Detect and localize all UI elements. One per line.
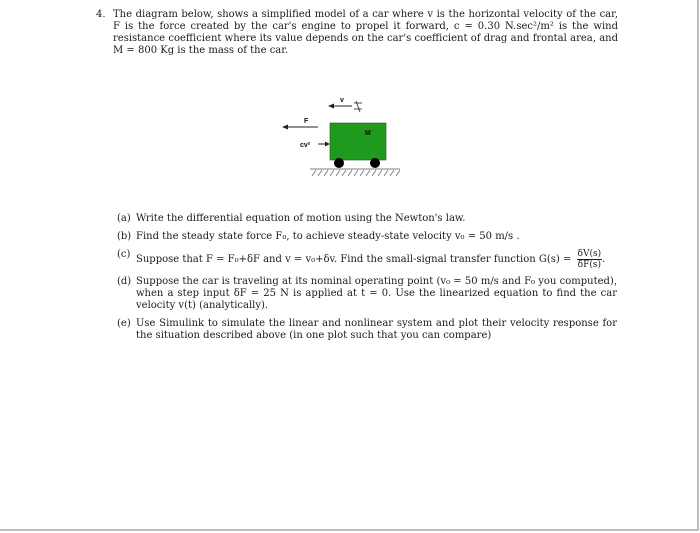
fraction-denominator: δF(s) xyxy=(577,260,601,270)
part-d xyxy=(117,276,617,312)
car-diagram xyxy=(270,92,420,187)
part-text-container xyxy=(136,249,617,270)
part-text: Find the steady state force F₀, to achieve steady-state velocity v₀ = 50 m/s . xyxy=(136,231,520,242)
part-c xyxy=(117,249,617,270)
part-text: Suppose the car is traveling at its nominal operating point (v₀ = 50 m/s and F₀ you computed), when a step input δF = 25 N is applied at t = 0. Use the linearized equation to find the car velocity v(t) (analytically). xyxy=(136,276,617,311)
problem-statement xyxy=(96,9,618,57)
force-arrow xyxy=(282,125,318,130)
part-text: Use Simulink to simulate the linear and nonlinear system and plot their velocity response for the situation described above (in one plot such that you can compare) xyxy=(136,318,617,341)
problem-number: 4. xyxy=(96,9,106,20)
part-e xyxy=(117,318,617,342)
car-diagram-svg xyxy=(270,92,420,187)
part-a xyxy=(117,213,617,225)
part-text: Write the differential equation of motion using the Newton's law. xyxy=(136,213,466,224)
rear-wheel xyxy=(334,158,344,168)
part-label: (b) xyxy=(117,231,132,242)
part-label: (d) xyxy=(117,276,132,287)
part-b xyxy=(117,231,617,243)
car-body xyxy=(330,123,386,160)
part-text: Suppose that F = F₀+δF and v = v₀+δv. Find the small-signal transfer function G(s) = xyxy=(136,254,572,265)
drag-arrow xyxy=(318,142,330,147)
part-text-end: . xyxy=(602,254,606,265)
part-label: (c) xyxy=(117,249,131,260)
transfer-function-fraction xyxy=(577,249,606,270)
problem-text: The diagram below, shows a simplified model of a car where v is the horizontal velocity of the car, F is the force created by the car's engine to propel it forward, c = 0.30 N.sec²/m² is the wind resistance coefficient where its value depends on the car's coefficient of drag and frontal area, and M = 800 Kg is the mass of the car. xyxy=(113,9,618,56)
ground-hatch xyxy=(312,170,400,176)
mass-label: M xyxy=(365,130,371,137)
part-label: (e) xyxy=(117,318,131,329)
velocity-arrow xyxy=(328,101,362,112)
parts-list xyxy=(117,213,617,348)
front-wheel xyxy=(370,158,380,168)
fraction-numerator: δV(s) xyxy=(577,249,602,259)
force-label: F xyxy=(304,118,309,125)
drag-label: cv² xyxy=(300,142,311,149)
velocity-label: v xyxy=(340,97,344,104)
part-label: (a) xyxy=(117,213,131,224)
